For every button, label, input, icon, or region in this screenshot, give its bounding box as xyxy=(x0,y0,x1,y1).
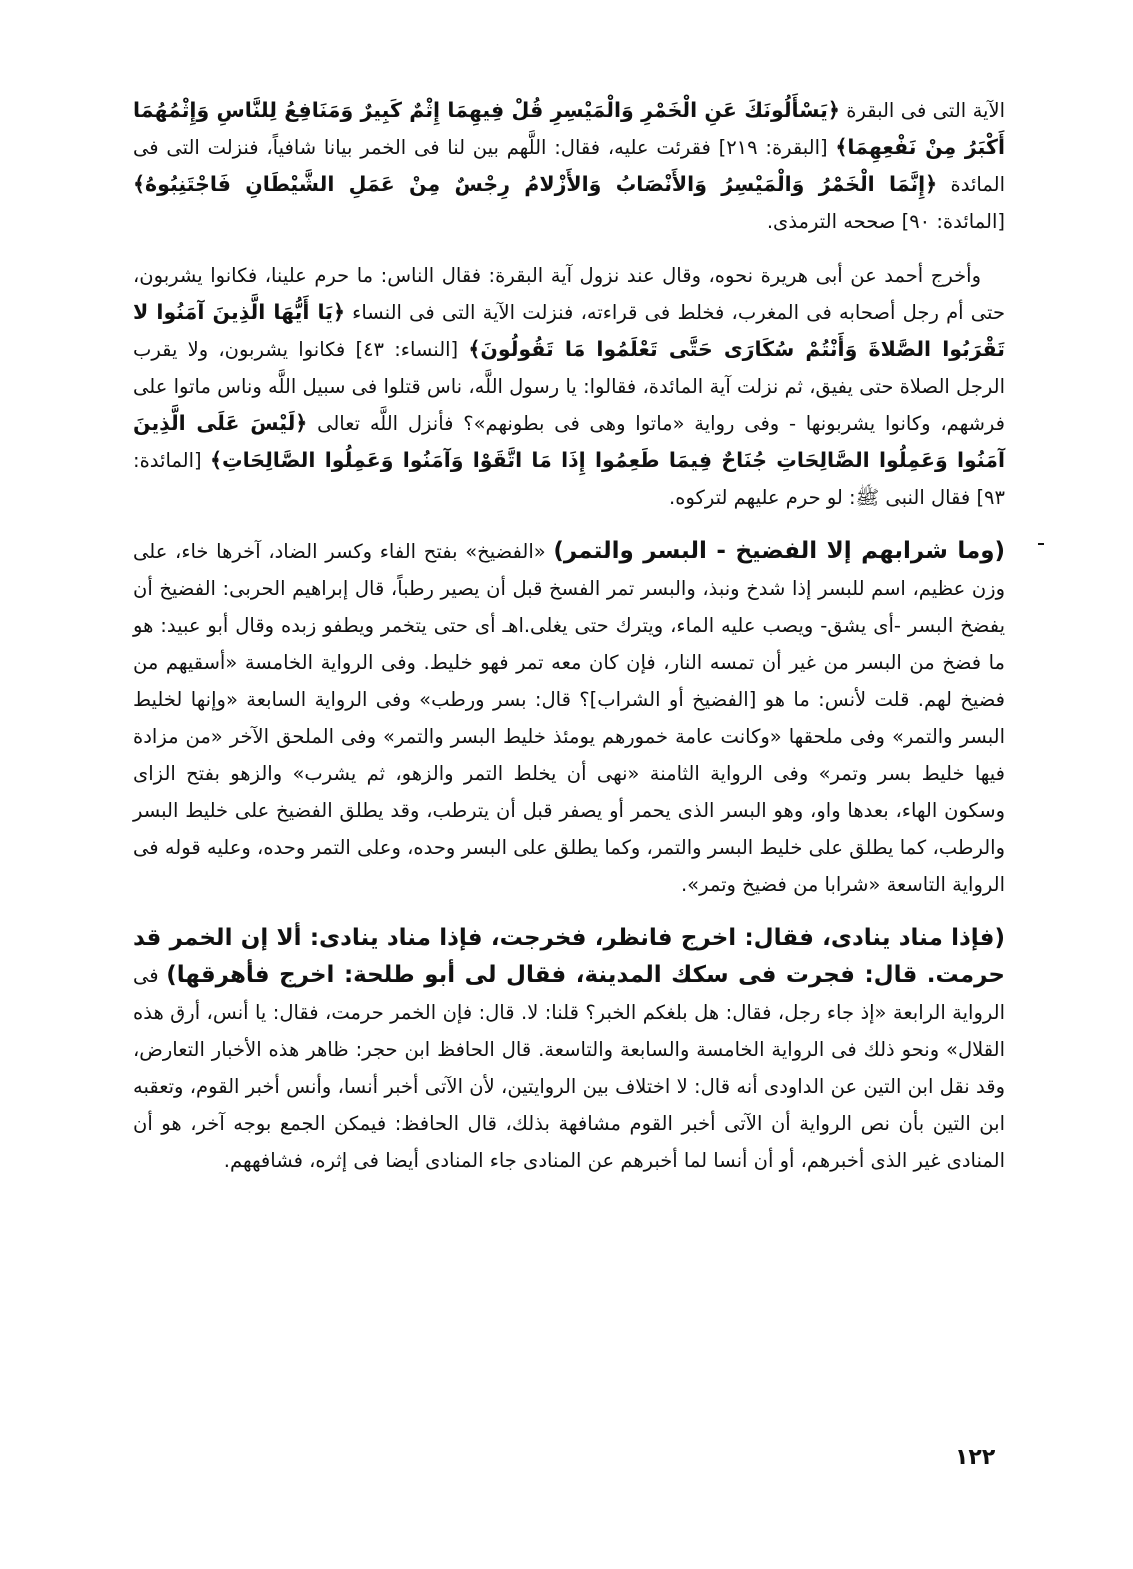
page-number: ١٢٢ xyxy=(955,1445,996,1470)
quran-verse-maida-93: ﴿لَيْسَ عَلَى الَّذِينَ آمَنُوا وَعَمِلُوا الصَّالِحَاتِ جُنَاحٌ فِيمَا طَعِمُوا إِذَا مَا اتَّقَوْا وَآمَنُوا وَعَمِلُوا الصَّالِحَاتِ﴾ xyxy=(133,411,1005,472)
margin-mark xyxy=(1038,543,1044,545)
paragraph-quran-verses-baqara-maida xyxy=(133,92,1005,240)
paragraph-ahmad-narration xyxy=(133,257,1005,516)
document-body xyxy=(133,92,1005,1179)
quran-verse-maida-90: ﴿إِنَّمَا الْخَمْرُ وَالْمَيْسِرُ وَالأَنْصَابُ وَالأَزْلامُ رِجْسٌ مِنْ عَمَلِ الشَّيْطَانِ فَاجْتَنِبُوهُ﴾ xyxy=(133,172,938,196)
section-heading-fadikh: (وما شرابهم إلا الفضيخ - البسر والتمر) xyxy=(553,538,1006,564)
text-segment: [المائدة: ٩٠] صححه الترمذى. xyxy=(766,210,1005,233)
quran-verse-nisa-43: ﴿يَا أَيُّهَا الَّذِينَ آمَنُوا لا تَقْرَبُوا الصَّلاةَ وَأَنْتُمْ سُكَارَى حَتَّى تَعْلَمُوا مَا تَقُولُونَ﴾ xyxy=(133,300,1005,361)
text-segment: فى الرواية الرابعة «إذ جاء رجل، فقال: هل بلغكم الخبر؟ قلنا: لا. قال: فإن الخمر حرمت، فقال: يا أنس، أرق هذه القلال» ونحو ذلك فى الرواية الخامسة والسابعة والتاسعة. قال الحافظ ابن حجر: ظاهر هذه الأخبار التعارض، وقد نقل ابن التين عن الداودى أنه قال: لا اختلاف بين الروايتين، لأن الآتى أخبر أنسا، وأنس أخبر القوم، وتعقبه ابن التين بأن نص الرواية أن الآتى أخبر القوم مشافهة بذلك، قال الحافظ: فيمكن الجمع بوجه آخر، هو أن المنادى غير الذى أخبرهم، أو أن أنسا لما أخبرهم عن المنادى جاء المنادى أيضا فى إثره، فشافههم. xyxy=(133,964,1005,1172)
text-segment: [النساء: ٤٣] فكانوا يشربون، ولا يقرب الرجل الصلاة حتى يفيق، ثم نزلت آية المائدة، فقالوا: يا رسول اللَّه، ناس قتلوا فى سبيل اللَّه وناس ماتوا على فرشهم، وكانوا يشربونها - وفى رواية «ماتوا وهى فى بطونهم»؟ فأنزل اللَّه تعالى xyxy=(133,338,1005,435)
paragraph-munadi-explanation xyxy=(133,920,1005,1179)
text-segment: وأخرج أحمد عن أبى هريرة نحوه، وقال عند نزول آية البقرة: فقال الناس: ما حرم علينا، فكانوا يشربون، حتى أم رجل أصحابه فى المغرب، فخلط فى قراءته، فنزلت الآية التى فى النساء xyxy=(133,264,1005,324)
paragraph-fadikh-explanation xyxy=(133,533,1005,903)
text-segment: «الفضيخ» بفتح الفاء وكسر الضاد، آخرها خاء، على وزن عظيم، اسم للبسر إذا شدخ ونبذ، والبسر تمر الفسخ قبل أن يصير رطباً، قال إبراهيم الحربى: الفضيخ أن يفضخ البسر -أى يشق- ويصب عليه الماء، ويترك حتى يغلى.اهـ أى حتى يتخمر ويطفو زبده وقال أبو عبيد: هو ما فضخ من البسر من غير أن تمسه النار، فإن كان معه تمر فهو خليط. وفى الرواية الخامسة «أسقيهم من فضيخ لهم. قلت لأنس: ما هو [الفضيخ أو الشراب]؟ قال: بسر ورطب» وفى الرواية السابعة «وإنها لخليط البسر والتمر» وفى ملحقها «وكانت عامة خمورهم يومئذ خليط البسر والتمر» وفى الملحق الآخر «من مزادة فيها خليط بسر وتمر» وفى الرواية الثامنة «نهى أن يخلط التمر والزهو، ثم يشرب» والزهو بفتح الزاى وسكون الهاء، بعدها واو، وهو البسر الذى يحمر أو يصفر قبل أن يترطب، وقد يطلق الفضيخ على خليط البسر والرطب، كما يطلق على خليط البسر والتمر، وكما يطلق على البسر وحده، وعلى التمر وحده، وعليه قوله فى الرواية التاسعة «شرابا من فضيخ وتمر». xyxy=(133,540,1005,896)
text-segment: الآية التى فى البقرة xyxy=(839,99,1005,122)
text-segment: [المائدة: ٩٣] فقال النبى ﷺ: لو حرم عليهم لتركوه. xyxy=(133,449,1005,509)
section-heading-munadi: (فإذا مناد ينادى، فقال: اخرج فانظر، فخرجت، فإذا مناد ينادى: ألا إن الخمر قد حرمت. قال: فجرت فى سكك المدينة، فقال لى أبو طلحة: اخرج فأهرقها) xyxy=(133,925,1005,988)
text-segment: [البقرة: ٢١٩] فقرئت عليه، فقال: اللَّهم بين لنا فى الخمر بيانا شافياً، فنزلت التى فى المائدة xyxy=(133,136,1005,196)
quran-verse-baqara-219: ﴿يَسْأَلُونَكَ عَنِ الْخَمْرِ وَالْمَيْسِرِ قُلْ فِيهِمَا إِثْمٌ كَبِيرٌ وَمَنَافِعُ لِلنَّاسِ وَإِثْمُهُمَا أَكْبَرُ مِنْ نَفْعِهِمَا﴾ xyxy=(133,98,1005,159)
